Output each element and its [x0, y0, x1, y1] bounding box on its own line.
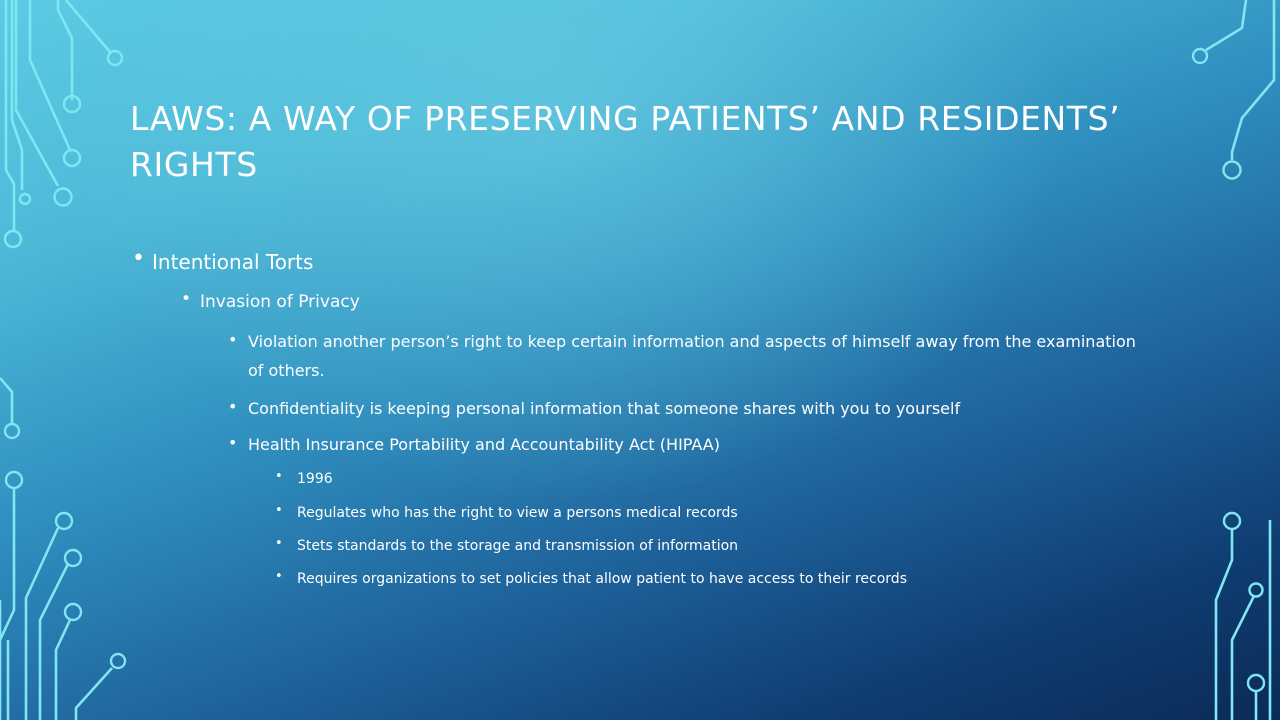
bullet-dot: • [275, 569, 283, 584]
bullet-dot: • [228, 397, 238, 416]
bullet-text: Intentional Torts [152, 250, 314, 274]
bullet-violation-definition [228, 327, 1148, 385]
bullet-invasion-of-privacy [181, 289, 360, 312]
bullet-confidentiality [228, 394, 1148, 423]
bullet-dot: • [132, 246, 145, 271]
bullet-text: Health Insurance Portability and Accountability Act (HIPAA) [248, 435, 720, 454]
circuit-decoration-right [1170, 0, 1280, 720]
bullet-dot: • [228, 433, 238, 452]
bullet-hipaa-year [275, 469, 333, 487]
bullet-text: Violation another person’s right to keep certain information and aspects of himself away from the examination of others. [248, 332, 1136, 380]
bullet-intentional-torts [132, 246, 314, 274]
bullet-dot: • [275, 503, 283, 518]
bullet-dot: • [181, 289, 192, 309]
bullet-dot: • [275, 536, 283, 551]
bullet-text: Stets standards to the storage and transmission of information [297, 538, 739, 554]
bullet-hipaa-policies [275, 569, 907, 587]
circuit-decoration-left [0, 0, 140, 720]
bullet-dot: • [275, 469, 283, 484]
bullet-text: Confidentiality is keeping personal information that someone shares with you to yourself [248, 399, 961, 418]
bullet-text: Requires organizations to set policies that allow patient to have access to their records [297, 571, 907, 587]
bullet-text: Regulates who has the right to view a persons medical records [297, 505, 738, 521]
bullet-hipaa-standards [275, 536, 739, 554]
bullet-text: 1996 [297, 471, 333, 487]
bullet-dot: • [228, 330, 238, 349]
bullet-hipaa-regulates [275, 503, 738, 521]
slide-title: LAWS: A WAY OF PRESERVING PATIENTS’ AND RESIDENTS’ RIGHTS [130, 99, 1121, 184]
bullet-hipaa [228, 430, 1148, 459]
bullet-text: Invasion of Privacy [200, 292, 360, 312]
